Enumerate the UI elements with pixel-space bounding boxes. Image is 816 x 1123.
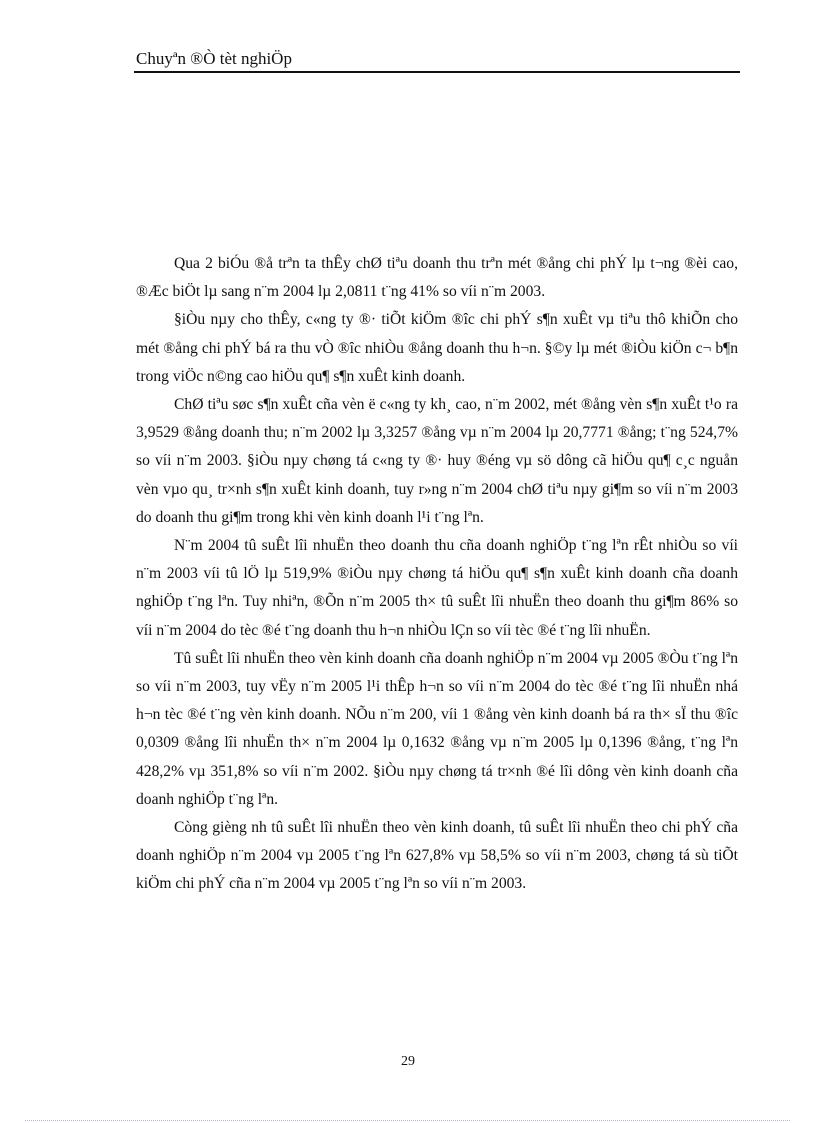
paragraph: Còng gièng nh tû suÊt lîi nhuËn theo vèn kinh doanh, tû suÊt lîi nhuËn theo chi phÝ cña doanh nghiÖp n¨m 2004 vµ 2005 t¨ng lªn 627,8% vµ 58,5% so víi n¨m 2003, chøng tá sù tiÕt kiÖm chi phÝ cña n¨m 2004 vµ 2005 t¨ng lªn so víi n¨m 2003. — [136, 819, 738, 893]
paragraph: §iÒu nµy cho thÊy, c«ng ty ®· tiÕt kiÖm ®îc chi phÝ s¶n xuÊt vµ tiªu thô khiÕn cho mét ®ång chi phÝ bá ra thu vÒ ®îc nhiÒu ®ång doanh thu h¬n. §©y lµ mét ®iÒu kiÖn c¬ b¶n trong viÖc n©ng cao hiÖu qu¶ s¶n xuÊt kinh doanh. — [136, 311, 738, 385]
page-separator — [25, 1120, 790, 1121]
body-text — [136, 250, 738, 899]
paragraph: Tû suÊt lîi nhuËn theo vèn kinh doanh cña doanh nghiÖp n¨m 2004 vµ 2005 ®Òu t¨ng lªn so víi n¨m 2003, tuy vËy n¨m 2005 l¹i thÊp h¬n so víi n¨m 2004 do tèc ®é t¨ng lîi nhuËn nhá h¬n tèc ®é t¨ng vèn kinh doanh. NÕu n¨m 200, víi 1 ®ång vèn kinh doanh bá ra th× sÏ thu ®îc 0,0309 ®ång lîi nhuËn th× n¨m 2004 lµ 0,1632 ®ång vµ n¨m 2005 lµ 0,1396 ®ång, t¨ng lªn 428,2% vµ 351,8% so víi n¨m 2002. §iÒu nµy chøng tá tr×nh ®é lîi dông vèn kinh doanh cña doanh nghiÖp t¨ng lªn. — [136, 649, 738, 808]
paragraph: ChØ tiªu søc s¶n xuÊt cña vèn ë c«ng ty kh¸ cao, n¨m 2002, mét ®ång vèn s¶n xuÊt t¹o ra 3,9529 ®ång doanh thu; n¨m 2002 lµ 3,3257 ®ång vµ n¨m 2004 lµ 20,7771 ®ång; t¨ng 524,7% so víi n¨m 2003. §iÒu nµy chøng tá c«ng ty ®· huy ®éng vµ sö dông cã hiÖu qu¶ c¸c nguån vèn vµo qu¸ tr×nh s¶n xuÊt kinh doanh, tuy r»ng n¨m 2004 chØ tiªu nµy gi¶m so víi n¨m 2003 do doanh thu gi¶m trong khi vèn kinh doanh l¹i t¨ng lªn. — [136, 396, 738, 526]
page-number: 29 — [401, 1054, 415, 1069]
header-rule — [134, 71, 740, 73]
paragraph: Qua 2 biÓu ®å trªn ta thÊy chØ tiªu doanh thu trªn mét ®ång chi phÝ lµ t¬ng ®èi cao, ®Æc biÖt lµ sang n¨m 2004 lµ 2,0811 t¨ng 41% so víi n¨m 2003. — [136, 255, 738, 301]
header-title: Chuyªn ®Ò tèt nghiÖp — [136, 49, 292, 68]
page-header — [134, 48, 740, 73]
paragraph: N¨m 2004 tû suÊt lîi nhuËn theo doanh thu cña doanh nghiÖp t¨ng lªn rÊt nhiÒu so víi n¨m 2003 víi tû lÖ lµ 519,9% ®iÒu nµy chøng tá hiÖu qu¶ s¶n xuÊt kinh doanh cña doanh nghiÖp t¨ng lªn. Tuy nhiªn, ®Õn n¨m 2005 th× tû suÊt lîi nhuËn theo doanh thu gi¶m 86% so víi n¨m 2004 do tèc ®é t¨ng doanh thu h¬n nhiÒu lÇn so víi tèc ®é t¨ng lîi nhuËn. — [136, 537, 738, 639]
